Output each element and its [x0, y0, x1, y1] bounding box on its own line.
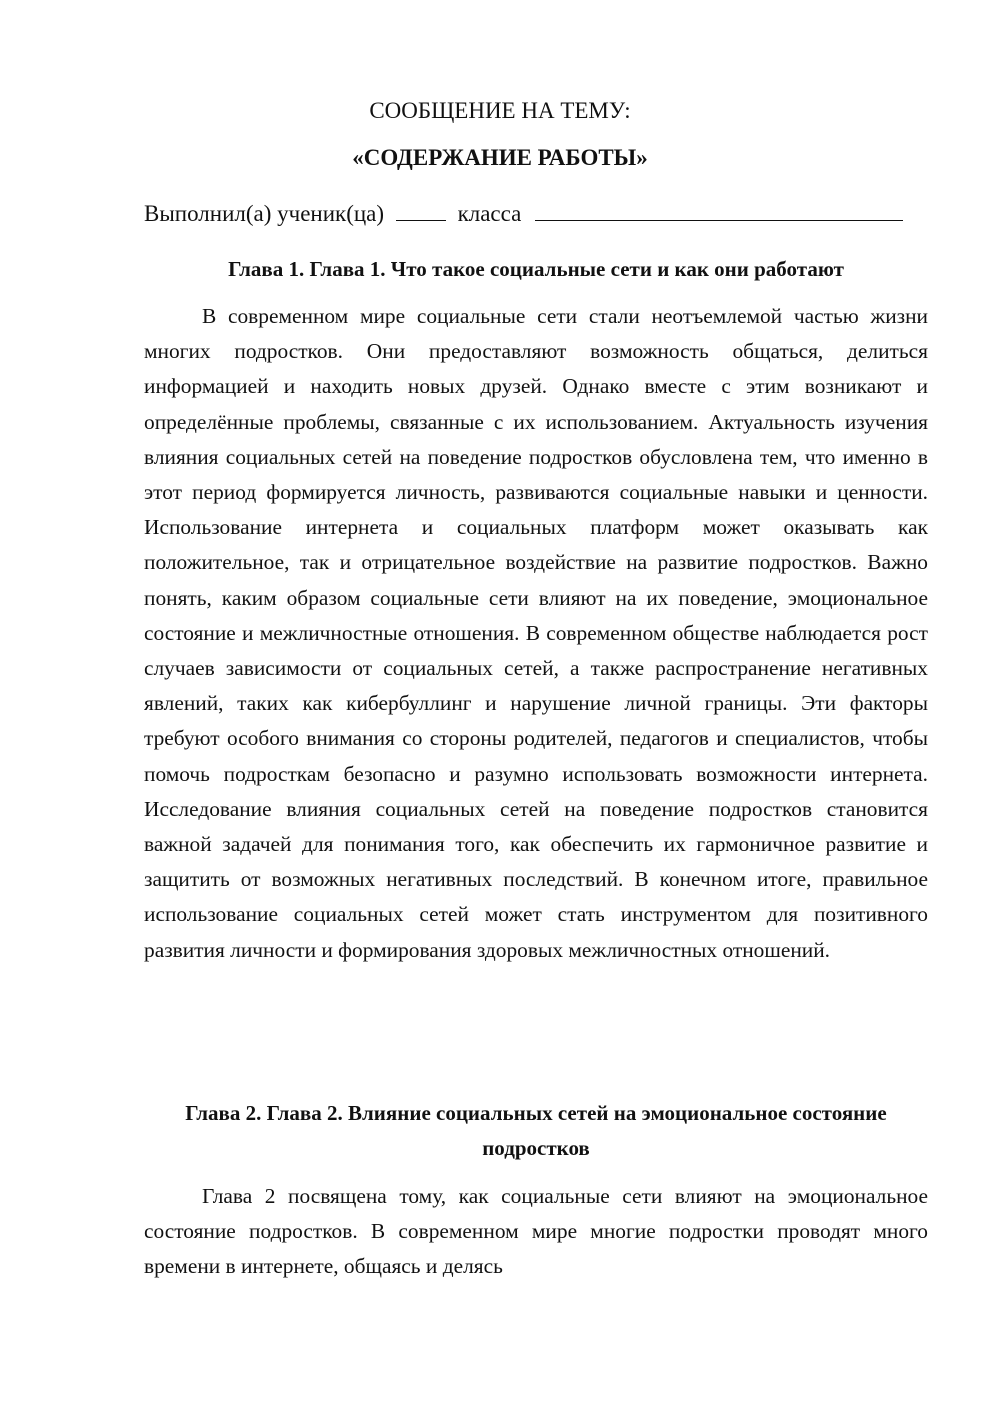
chapter-1-heading: Глава 1. Глава 1. Что такое социальные сети и как они работают: [228, 257, 844, 281]
author-label: Выполнил(а) ученик(ца): [144, 201, 385, 226]
chapter-2-heading: Глава 2. Глава 2. Влияние социальных сетей на эмоциональное состояние подростков: [185, 1101, 887, 1160]
chapter-1-paragraph: В современном мире социальные сети стали неотъемлемой частью жизни многих подростков. Они предоставляют возможность общаться, делиться информацией и находить новых друзей. Однако вместе с этим возникают и определённые проблемы, связанные с их использованием. Актуальность изучения влияния социальных сетей на поведение подростков обусловлена тем, что именно в этот период формируется личность, развиваются социальные навыки и ценности. Использование интернета и социальных платформ может оказывать как положительное, так и отрицательное воздействие на развитие подростков. Важно понять, каким образом социальные сети влияют на их поведение, эмоциональное состояние и межличностные отношения. В современном обществе наблюдается рост случаев зависимости от социальных сетей, а также распространение негативных явлений, таких как кибербуллинг и нарушение личной границы. Эти факторы требуют особого внимания со стороны родителей, педагогов и специалистов, чтобы помочь подросткам безопасно и разумно использовать возможности интернета. Исследование влияния социальных сетей на поведение подростков становится важной задачей для понимания того, как обеспечить их гармоничное развитие и защитить от возможных негативных последствий. В конечном итоге, правильное использование социальных сетей может стать инструментом для позитивного развития личности и формирования здоровых межличностных отношений.: [144, 304, 928, 962]
author-line: [144, 198, 903, 229]
document-title: СООБЩЕНИЕ НА ТЕМУ:: [369, 98, 631, 123]
chapter-2-paragraph: Глава 2 посвящена тому, как социальные сети влияют на эмоциональное состояние подростков. В современном мире многие подростки проводят много времени в интернете, общаясь и делясь: [144, 1184, 928, 1279]
document-subtitle: «СОДЕРЖАНИЕ РАБОТЫ»: [352, 145, 648, 170]
class-blank-field: [396, 198, 446, 221]
class-label: класса: [457, 201, 522, 226]
name-blank-field: [535, 198, 903, 221]
